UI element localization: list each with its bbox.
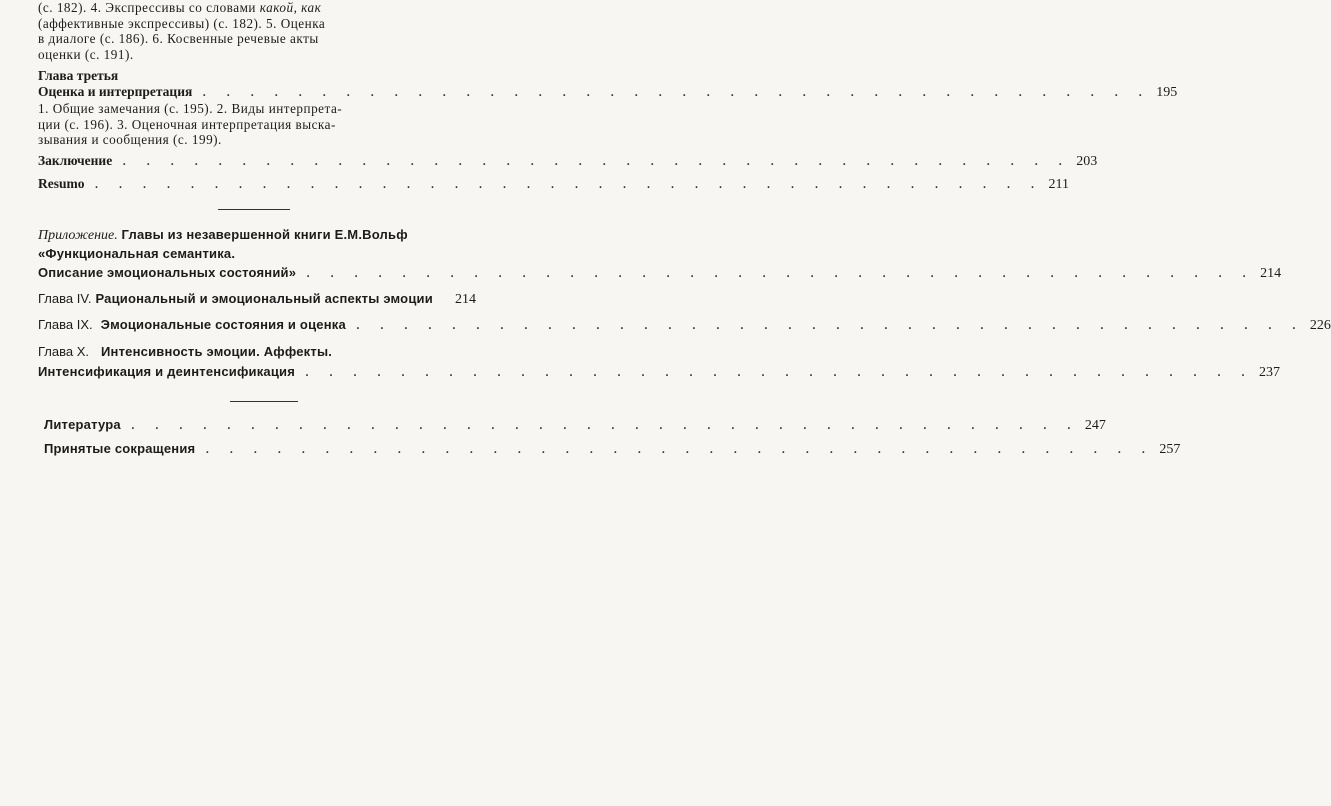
toc-page-number: 203 <box>1076 154 1098 169</box>
toc-entry-label: Заключение <box>38 153 113 168</box>
leader-dots: . . . . . . . . . . . . . . . . . . . . . . . . . . . . . . . . . . . . . . . . <box>355 316 1304 333</box>
appendix-line: «Функциональная семантика. <box>38 246 236 261</box>
toc-page-number: 237 <box>1259 365 1281 380</box>
toc-page-number: 257 <box>1159 442 1181 457</box>
section-divider <box>230 401 298 402</box>
toc-entry-label: Resumo <box>38 176 85 191</box>
leader-dots: . . . . . . . . . . . . . . . . . . . . . . . . . . . . . . . . . . . . . . . . <box>305 363 1254 380</box>
para-line: (аффективные экспрессивы) (с. 182). 5. Оценка <box>38 15 326 31</box>
toc-page-number: 211 <box>1048 177 1069 192</box>
toc-page-number: 195 <box>1156 85 1178 100</box>
toc-entry-label: Интенсификация и деинтенсификация <box>38 364 296 379</box>
toc-entry-chapter3[interactable] <box>38 83 1178 101</box>
leader-dots: . . . . . . . . . . . . . . . . . . . . . . . . . . . . . . . . . . . . . . . . <box>205 440 1154 457</box>
toc-entry-label: Рациональный и эмоциональный аспекты эмоции <box>95 291 433 306</box>
leader-dots: . . . . . . . . . . . . . . . . . . . . . . . . . . . . . . . . . . . . . . . . <box>306 264 1255 281</box>
chapter3-sections <box>38 101 476 148</box>
section-divider <box>218 209 290 210</box>
chapter10-heading <box>38 343 476 361</box>
para-line: 1. Общие замечания (с. 195). 2. Виды интерпрета- <box>38 101 343 116</box>
toc-entry-label: Принятые сокращения <box>44 441 196 456</box>
toc-entry-literature[interactable] <box>38 416 1106 434</box>
chapter-number: Глава IX. <box>38 317 93 332</box>
chapter3-heading: Глава третья <box>38 68 119 83</box>
toc-entry-conclusion[interactable] <box>38 152 1098 170</box>
toc-entry-chapter4[interactable] <box>38 290 476 308</box>
leader-dots: . . . . . . . . . . . . . . . . . . . . . . . . . . . . . . . . . . . . . . . . <box>122 152 1071 169</box>
toc-page-number: 226 <box>1309 318 1331 333</box>
toc-entry-chapter10[interactable] <box>38 363 1281 381</box>
para-line: ции (с. 196). 3. Оценочная интерпретация выска- <box>38 116 336 132</box>
chapter2-sections-continued <box>38 0 476 62</box>
toc-entry-label: Эмоциональные состояния и оценка <box>100 317 346 332</box>
toc-entry-label: Литература <box>44 417 121 432</box>
para-line: (с. 182). 4. Экспрессивы со словами какой, как <box>38 0 322 15</box>
chapter-number: Глава X. <box>38 344 90 359</box>
appendix-line: Приложение. Главы из незавершенной книги Е.М.Вольф <box>38 227 408 243</box>
toc-entry-resumo[interactable] <box>38 175 1069 193</box>
toc-page-number: 247 <box>1084 418 1106 433</box>
chapter-number: Глава IV. <box>38 291 92 306</box>
para-line: оценки (с. 191). <box>38 46 134 62</box>
toc-page-number: 214 <box>1260 266 1282 281</box>
para-line: зывания и сообщения (с. 199). <box>38 132 222 147</box>
toc-entry-label: Описание эмоциональных состояний» <box>38 265 297 280</box>
chapter10-title-line1: Интенсивность эмоции. Аффекты. <box>101 344 333 359</box>
leader-dots: . . . . . . . . . . . . . . . . . . . . . . . . . . . . . . . . . . . . . . . . <box>94 175 1043 192</box>
toc-entry-appendix[interactable] <box>38 264 1282 282</box>
leader-dots: . . . . . . . . . . . . . . . . . . . . . . . . . . . . . . . . . . . . . . . . <box>130 416 1079 433</box>
para-line: в диалоге (с. 186). 6. Косвенные речевые акты <box>38 31 319 46</box>
toc-entry-chapter9[interactable] <box>38 316 1331 334</box>
leader-dots: . . . . . . . . . . . . . . . . . . . . . . . . . . . . . . . . . . . . . . . . <box>202 83 1151 100</box>
toc-page-number: 214 <box>455 292 476 307</box>
appendix-heading <box>38 226 476 263</box>
toc-entry-label: Оценка и интерпретация <box>38 84 193 99</box>
toc-entry-abbreviations[interactable] <box>38 440 1181 458</box>
